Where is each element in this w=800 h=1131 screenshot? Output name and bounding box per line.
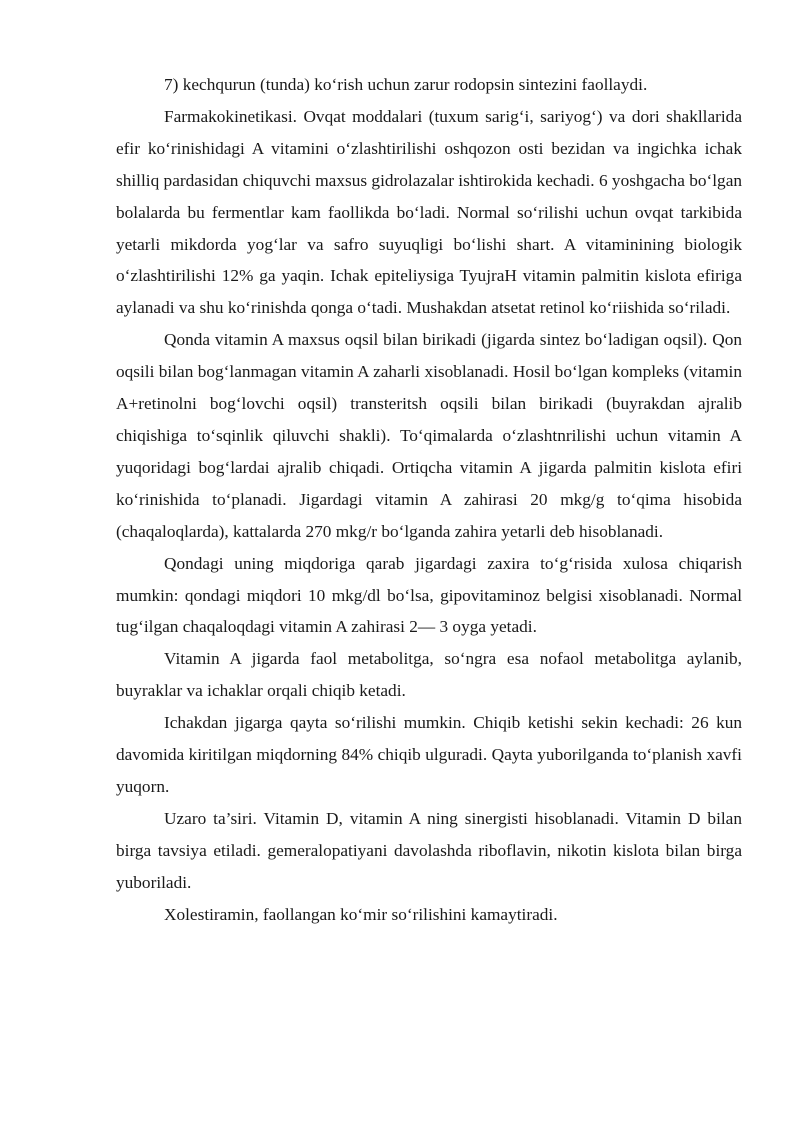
paragraph-blood-binding: Qonda vitamin A maxsus oqsil bilan birikadi (jigarda sintez bo‘ladigan oqsil). Qon oqsili bilan bog‘lanmagan vitamin A zaharli xisoblanadi. Hosil bo‘lgan kompleks (vitamin A+retinolni bog‘lovchi oqsil) transteritsh oqsili bilan birikadi (buyrakdan ajralib chiqishiga to‘sqinlik qiluvchi shakli). To‘qimalarda o‘zlashtnrilishi uchun vitamin A yuqoridagi bog‘lardai ajralib chiqadi. Ortiqcha vitamin A jigarda palmitin kislota efiri ko‘rinishida to‘planadi. Jigardagi vitamin A zahirasi 20 mkg/g to‘qima hisobida (chaqaloqlarda), kattalarda 270 mkg/r bo‘lganda zahira yetarli deb hisoblanadi. bbox=[116, 330, 742, 541]
paragraph-rodopsin-item: 7) kechqurun (tunda) ko‘rish uchun zarur rodopsin sintezini faollaydi. bbox=[164, 75, 648, 94]
paragraph-blood-level: Qondagi uning miqdoriga qarab jigardagi zaxira to‘g‘risida xulosa chiqarish mumkin: qondagi miqdori 10 mkg/dl bo‘lsa, gipovitaminoz belgisi xisoblanadi. Normal tug‘ilgan chaqaloqdagi vitamin A zahirasi 2— 3 oyga yetadi. bbox=[116, 553, 742, 637]
document-body bbox=[116, 69, 742, 930]
paragraph-absorption-reducers: Xolestiramin, faollangan ko‘mir so‘rilishini kamaytiradi. bbox=[164, 904, 558, 924]
paragraph-excretion: Ichakdan jigarga qayta so‘rilishi mumkin. Chiqib ketishi sekin kechadi: 26 kun davomida kiritilgan miqdorning 84% chiqib ulguradi. Qayta yuborilganda to‘planish xavfi yuqorn. bbox=[116, 713, 742, 796]
paragraph-metabolism: Vitamin A jigarda faol metabolitga, so‘ngra esa nofaol metabolitga aylanib, buyraklar va ichaklar orqali chiqib ketadi. bbox=[116, 649, 742, 701]
paragraph-interactions: Uzaro ta’siri. Vitamin D, vitamin A ning sinergisti hisoblanadi. Vitamin D bilan birga tavsiya etiladi. gemeralopatiyani davolashda riboflavin, nikotin kislota bilan birga yuboriladi. bbox=[116, 808, 742, 892]
paragraph-pharmacokinetics: Farmakokinetikasi. Ovqat moddalari (tuxum sarig‘i, sariyog‘) va dori shakllarida efir ko‘rinishidagi A vitamini o‘zlashtirilishi oshqozon osti bezidan va ingichka ichak shilliq pardasidan chiquvchi maxsus gidrolazalar ishtirokida kechadi. 6 yoshgacha bo‘lgan bolalarda bu fermentlar kam faollikda bo‘ladi. Normal so‘rilishi uchun ovqat tarkibida yetarli mikdorda yog‘lar va safro suyuqligi bo‘lishi shart. A vitaminining biologik o‘zlashtirilishi 12% ga yaqin. Ichak epiteliysiga TyujraH vitamin palmitin kislota efiriga aylanadi va shu ko‘rinishda qonga o‘tadi. Mushakdan atsetat retinol ko‘riishida so‘riladi. bbox=[116, 106, 742, 318]
